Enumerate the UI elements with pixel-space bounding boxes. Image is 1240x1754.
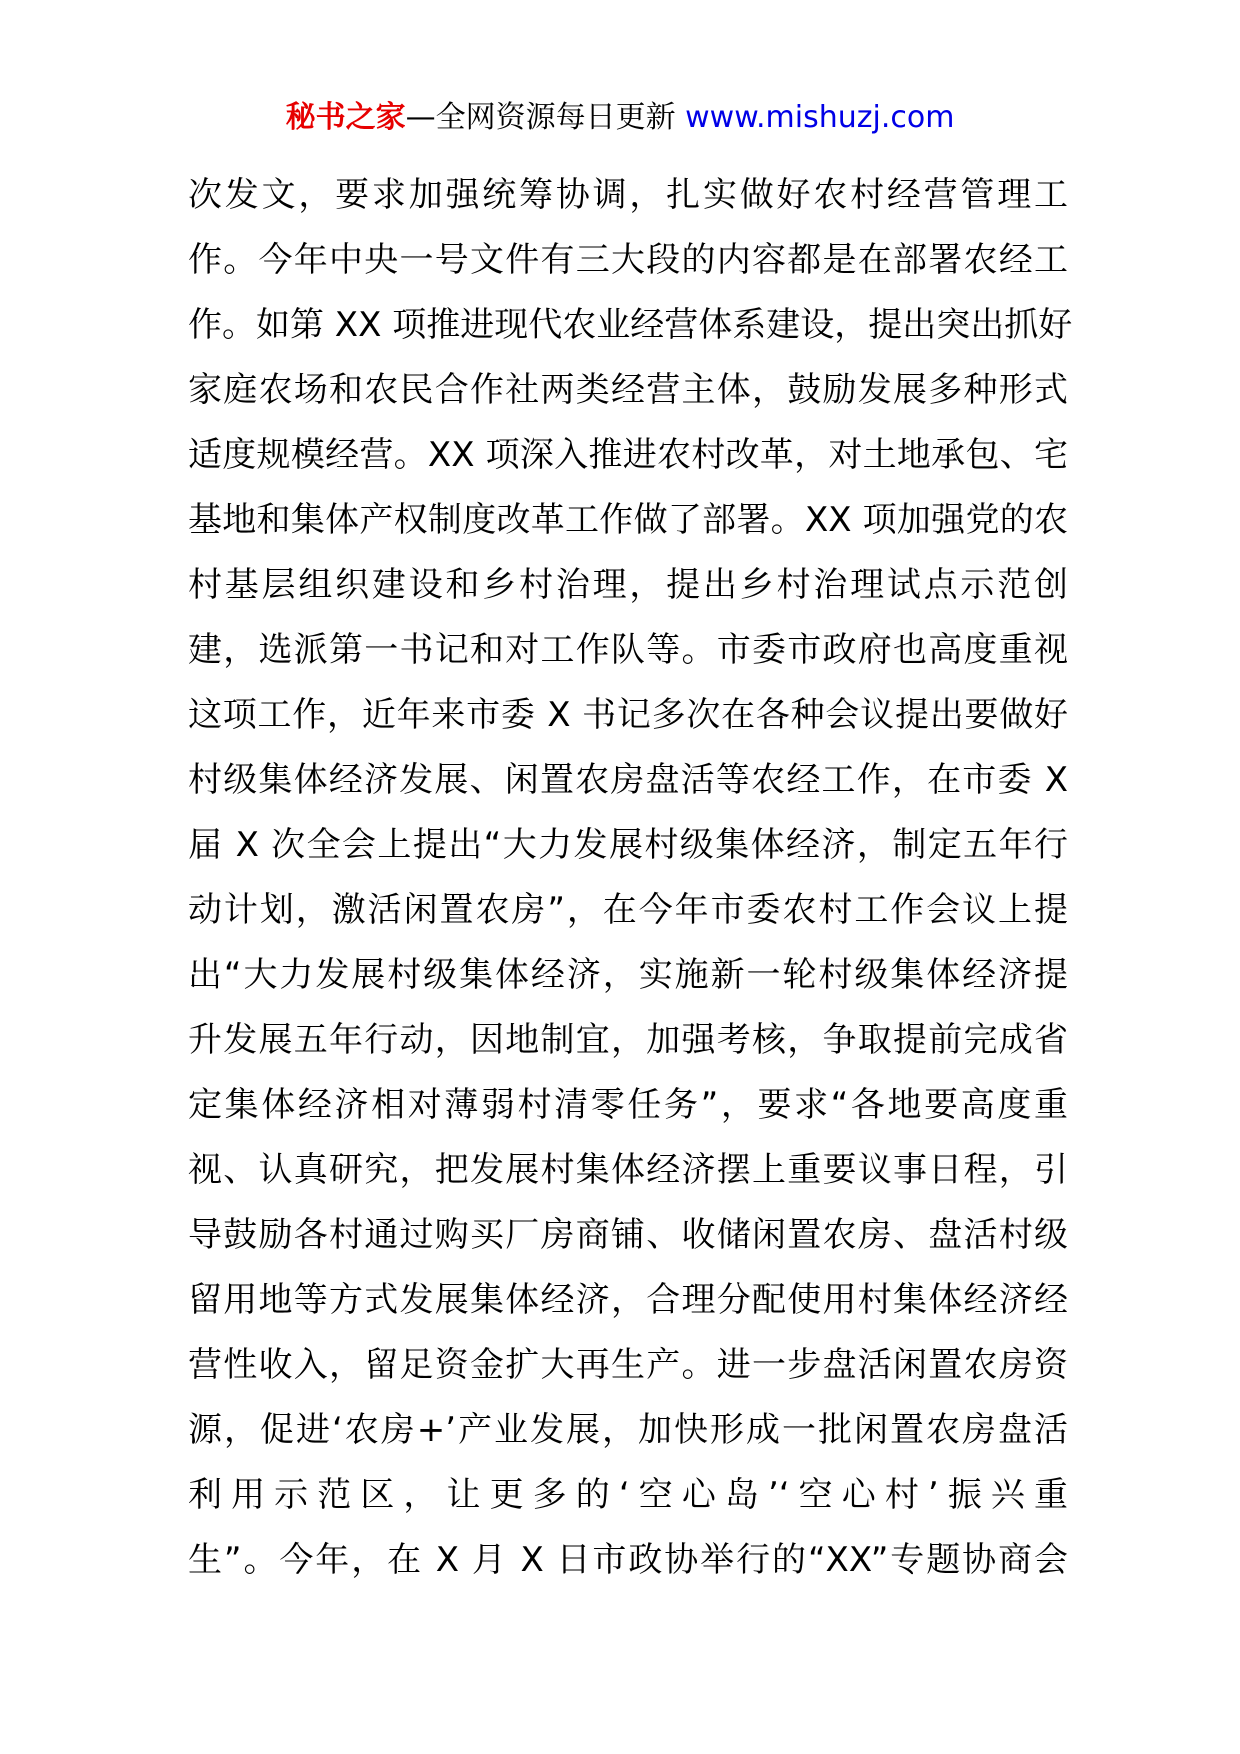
body-line: 次发文，要求加强统筹协调，扎实做好农村经营管理工 bbox=[188, 175, 1068, 215]
body-line: 视、认真研究，把发展村集体经济摆上重要议事日程，引 bbox=[188, 1150, 1068, 1190]
brand-name: 秘书之家 bbox=[285, 100, 406, 135]
body-line: 村基层组织建设和乡村治理，提出乡村治理试点示范创 bbox=[188, 565, 1068, 605]
body-line: 出“大力发展村级集体经济，实施新一轮村级集体经济提 bbox=[188, 955, 1068, 995]
document-body bbox=[188, 163, 1073, 1593]
header-slogan: —全网资源每日更新 bbox=[405, 100, 686, 135]
body-line: 定集体经济相对薄弱村清零任务”，要求“各地要高度重 bbox=[188, 1085, 1068, 1125]
body-line: 动计划，激活闲置农房”，在今年市委农村工作会议上提 bbox=[188, 890, 1068, 930]
body-line: 源，促进‘农房+’产业发展，加快形成一批闲置农房盘活 bbox=[188, 1410, 1068, 1450]
body-line: 基地和集体产权制度改革工作做了部署。XX 项加强党的农 bbox=[188, 500, 1068, 540]
body-line: 留用地等方式发展集体经济，合理分配使用村集体经济经 bbox=[188, 1280, 1068, 1320]
body-line: 利用示范区，让更多的‘空心岛’‘空心村’振兴重 bbox=[188, 1475, 1068, 1515]
website-link[interactable]: www.mishuzj.com bbox=[685, 100, 955, 135]
page-header bbox=[0, 96, 1240, 140]
body-line: 作。如第 XX 项推进现代农业经营体系建设，提出突出抓好 bbox=[188, 305, 1073, 345]
body-line: 村级集体经济发展、闲置农房盘活等农经工作，在市委 X bbox=[188, 760, 1068, 800]
body-line: 家庭农场和农民合作社两类经营主体，鼓励发展多种形式 bbox=[188, 370, 1068, 410]
body-line: 适度规模经营。XX 项深入推进农村改革，对土地承包、宅 bbox=[188, 435, 1068, 475]
body-line: 导鼓励各村通过购买厂房商铺、收储闲置农房、盘活村级 bbox=[188, 1215, 1068, 1255]
body-line: 作。今年中央一号文件有三大段的内容都是在部署农经工 bbox=[188, 240, 1068, 280]
body-line: 营性收入，留足资金扩大再生产。进一步盘活闲置农房资 bbox=[188, 1345, 1068, 1385]
body-line: 升发展五年行动，因地制宜，加强考核，争取提前完成省 bbox=[188, 1020, 1068, 1060]
body-line: 这项工作，近年来市委 X 书记多次在各种会议提出要做好 bbox=[188, 695, 1068, 735]
body-line: 生”。今年，在 X 月 X 日市政协举行的“XX”专题协商会 bbox=[188, 1540, 1068, 1580]
body-line: 届 X 次全会上提出“大力发展村级集体经济，制定五年行 bbox=[188, 825, 1068, 865]
body-line: 建，选派第一书记和对工作队等。市委市政府也高度重视 bbox=[188, 630, 1068, 670]
